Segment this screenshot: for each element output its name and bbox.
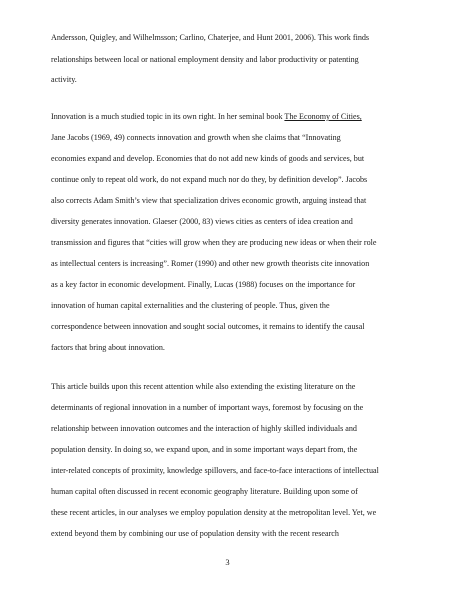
text-line: relationship between innovation outcomes and the interaction of highly skilled individuals and: [51, 424, 357, 433]
text-line: as a key factor in economic development. Finally, Lucas (1988) focuses on the importance for: [51, 280, 356, 289]
text-line: factors that bring about innovation.: [51, 343, 165, 352]
text-line: determinants of regional innovation in a number of important ways, foremost by focusing on the: [51, 403, 364, 412]
text-line: innovation of human capital externalities and the clustering of people. Thus, given the: [51, 301, 330, 310]
text-line: inter-related concepts of proximity, knowledge spillovers, and face-to-face interactions of intellectual: [51, 466, 379, 475]
book-title: The Economy of Cities,: [284, 112, 362, 121]
text-line: also corrects Adam Smith’s view that specialization drives economic growth, arguing instead that: [51, 196, 367, 205]
text-line: continue only to repeat old work, do not expand much nor do they, by definition develop”. Jacobs: [51, 175, 368, 184]
text-line: Andersson, Quigley, and Wilhelmsson; Carlino, Chaterjee, and Hunt 2001, 2006). This work finds: [51, 33, 370, 42]
text-span: Innovation is a much studied topic in its own right. In her seminal book: [51, 112, 285, 121]
text-line: transmission and figures that “cities will grow when they are producing new ideas or when their role: [51, 238, 377, 247]
text-line: activity.: [51, 75, 77, 84]
text-line: as intellectual centers is increasing”. Romer (1990) and other new growth theorists cite innovation: [51, 259, 370, 268]
text-line: economies expand and develop. Economies that do not add new kinds of goods and services, but: [51, 154, 365, 163]
page-number: 3: [225, 557, 230, 567]
text-line: human capital often discussed in recent economic geography literature. Building upon some of: [51, 487, 358, 496]
text-line: these recent articles, in our analyses we employ population density at the metropolitan level. Yet, we: [51, 508, 377, 517]
text-line: This article builds upon this recent attention while also extending the existing literature on the: [51, 382, 356, 391]
text-line: correspondence between innovation and sought social outcomes, it remains to identify the causal: [51, 322, 365, 331]
text-line: Jane Jacobs (1969, 49) connects innovation and growth when she claims that “Innovating: [51, 133, 341, 142]
text-line: diversity generates innovation. Glaeser (2000, 83) views cities as centers of idea creation and: [51, 217, 353, 226]
text-line: extend beyond them by combining our use of population density with the recent research: [51, 529, 339, 538]
text-line: relationships between local or national employment density and labor productivity or patenting: [51, 55, 359, 64]
text-line: population density. In doing so, we expand upon, and in some important ways depart from, the: [51, 445, 358, 454]
text-line: [51, 112, 362, 122]
